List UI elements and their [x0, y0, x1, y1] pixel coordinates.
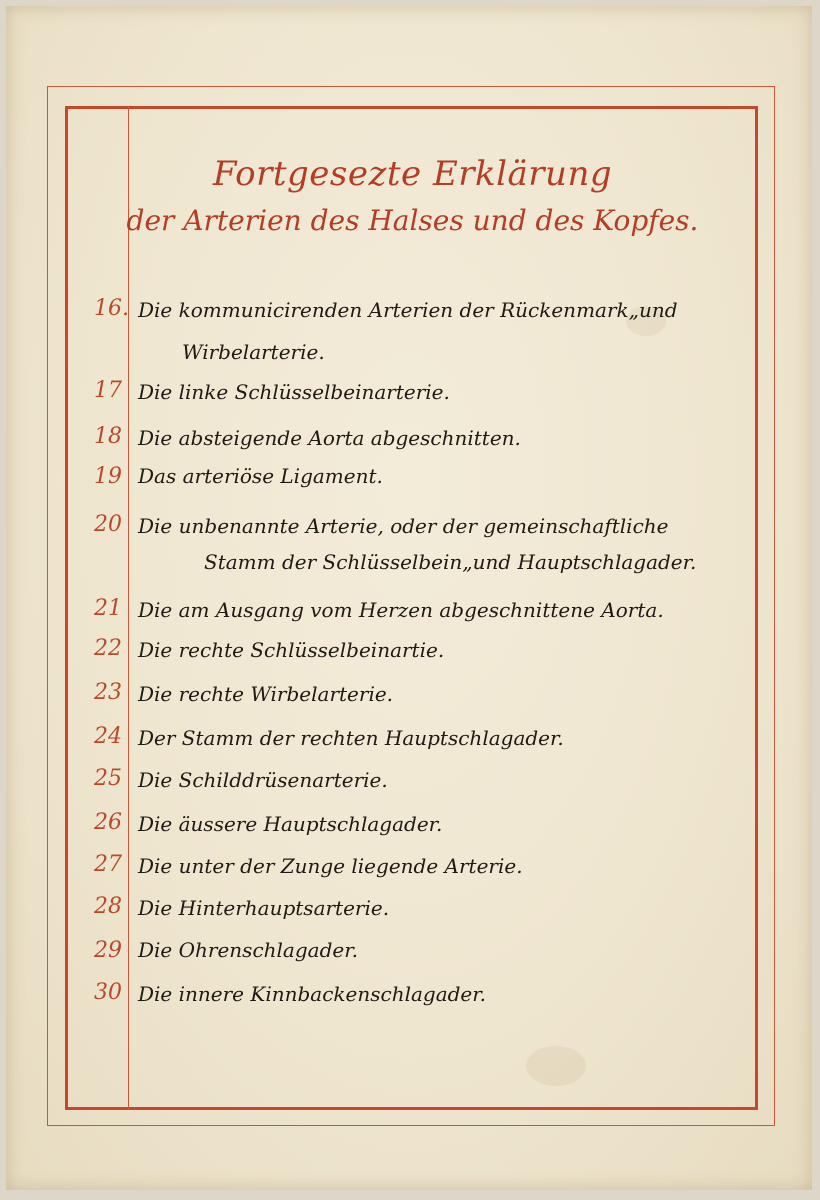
manuscript-page — [6, 6, 812, 1190]
entry-text: Die kommunicirenden Arterien der Rückenmark„und — [138, 298, 678, 322]
entry-number: 21 — [94, 596, 122, 621]
entry-number: 24 — [94, 724, 122, 749]
entry-number: 28 — [94, 894, 122, 919]
entry-number: 16. — [94, 296, 129, 321]
entry-text: Die linke Schlüsselbeinarterie. — [138, 380, 450, 404]
entry-text: Die am Ausgang vom Herzen abgeschnittene Aorta. — [138, 598, 664, 622]
page-subtitle: der Arterien des Halses und des Kopfes. — [126, 204, 699, 237]
entry-number: 27 — [94, 852, 122, 877]
entry-text: Die absteigende Aorta abgeschnitten. — [138, 426, 521, 450]
entry-text: Die Hinterhauptsarterie. — [138, 896, 390, 920]
entry-continuation: Wirbelarterie. — [182, 340, 325, 364]
entry-text: Die rechte Schlüsselbeinartie. — [138, 638, 445, 662]
entry-continuation: Stamm der Schlüsselbein„und Hauptschlagader. — [204, 550, 697, 574]
entry-text: Die unbenannte Arterie, oder der gemeinschaftliche — [138, 514, 669, 538]
page-title: Fortgesezte Erklärung — [212, 154, 613, 194]
entry-text: Das arteriöse Ligament. — [138, 464, 383, 488]
entry-number: 30 — [94, 980, 122, 1005]
entry-text: Die rechte Wirbelarterie. — [138, 682, 394, 706]
entry-text: Die unter der Zunge liegende Arterie. — [138, 854, 523, 878]
entry-text: Die innere Kinnbackenschlagader. — [138, 982, 486, 1006]
entry-number: 25 — [94, 766, 122, 791]
entry-text: Der Stamm der rechten Hauptschlagader. — [138, 726, 564, 750]
entry-number: 19 — [94, 464, 122, 489]
entry-number: 18 — [94, 424, 122, 449]
entry-number: 26 — [94, 810, 122, 835]
entry-text: Die Ohrenschlagader. — [138, 938, 358, 962]
entry-text: Die Schilddrüsenarterie. — [138, 768, 388, 792]
entry-text: Die äussere Hauptschlagader. — [138, 812, 443, 836]
entry-number: 22 — [94, 636, 122, 661]
entry-number: 20 — [94, 512, 122, 537]
entry-number: 23 — [94, 680, 122, 705]
entry-number: 29 — [94, 938, 122, 963]
entry-number: 17 — [94, 378, 122, 403]
